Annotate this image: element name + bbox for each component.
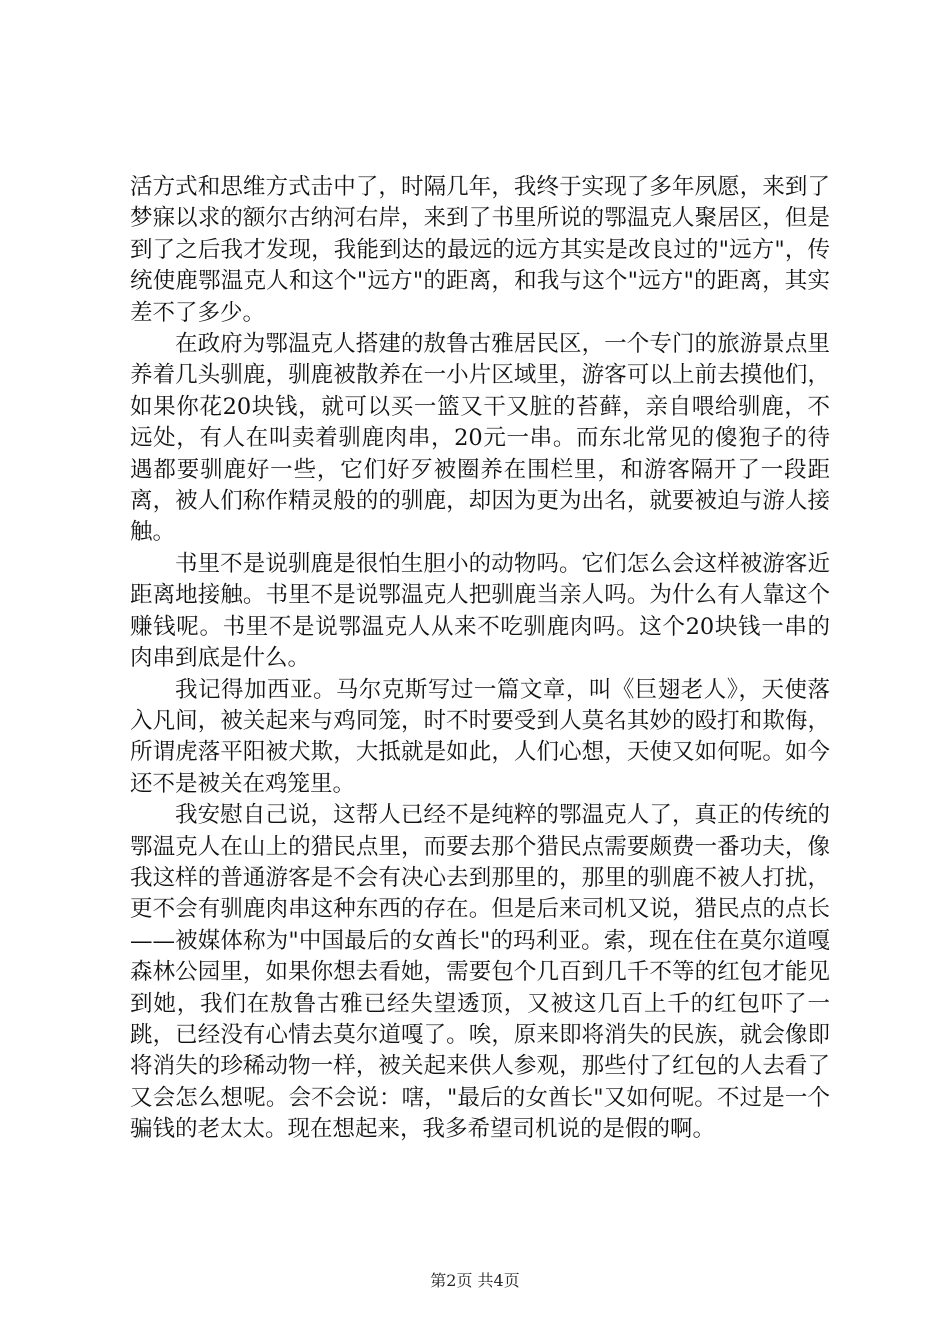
paragraph-consolation: 我安慰自己说，这帮人已经不是纯粹的鄂温克人了，真正的传统的鄂温克人在山上的猎民点里，而要去那个猎民点需要颇费一番功夫，像我这样的普通游客是不会有决心去到那里的，那里的驯鹿不被人打扰，更不会有驯鹿肉串这种东西的存在。但是后来司机又说，猎民点的点长——被媒体称为"中国最后的女酋长"的玛利亚。索，现在住在莫尔道嘎森林公园里，如果你想去看她，需要包个几百到几千不等的红包才能见到她，我们在敖鲁古雅已经失望透顶，又被这几百上千的红包吓了一跳，已经没有心情去莫尔道嘎了。唉，原来即将消失的民族，就会像即将消失的珍稀动物一样，被关起来供人参观，那些付了红包的人去看了又会怎么想呢。会不会说：嗐，"最后的女酋长"又如何呢。不过是一个骗钱的老太太。现在想起来，我多希望司机说的是假的啊。 — [130, 802, 830, 1143]
document-body — [130, 172, 830, 1146]
paragraph-marquez: 我记得加西亚。马尔克斯写过一篇文章，叫《巨翅老人》，天使落入凡间，被关起来与鸡同笼，时不时要受到人莫名其妙的殴打和欺侮，所谓虎落平阳被犬欺，大抵就是如此，人们心想，天使又如何呢。如今还不是被关在鸡笼里。 — [130, 676, 830, 797]
page-number: 第2页 共4页 — [430, 1271, 520, 1290]
paragraph-continued: 活方式和思维方式击中了，时隔几年，我终于实现了多年夙愿，来到了梦寐以求的额尔古纳河右岸，来到了书里所说的鄂温克人聚居区，但是到了之后我才发现，我能到达的最远的远方其实是改良过的"远方"，传统使鹿鄂温克人和这个"远方"的距离，和我与这个"远方"的距离，其实差不了多少。 — [130, 174, 830, 326]
paragraph-questions: 书里不是说驯鹿是很怕生胆小的动物吗。它们怎么会这样被游客近距离地接触。书里不是说鄂温克人把驯鹿当亲人吗。为什么有人靠这个赚钱呢。书里不是说鄂温克人从来不吃驯鹿肉吗。这个20块钱一串的肉串到底是什么。 — [130, 550, 830, 672]
paragraph-tourist-spot: 在政府为鄂温克人搭建的敖鲁古雅居民区，一个专门的旅游景点里养着几头驯鹿，驯鹿被散养在一小片区域里，游客可以上前去摸他们，如果你花20块钱，就可以买一篮又干又脏的苔藓，亲自喂给驯鹿，不远处，有人在叫卖着驯鹿肉串，20元一串。而东北常见的傻狍子的待遇都要驯鹿好一些，它们好歹被圈养在围栏里，和游客隔开了一段距离，被人们称作精灵般的的驯鹿，却因为更为出名，就要被迫与游人接触。 — [130, 331, 830, 546]
